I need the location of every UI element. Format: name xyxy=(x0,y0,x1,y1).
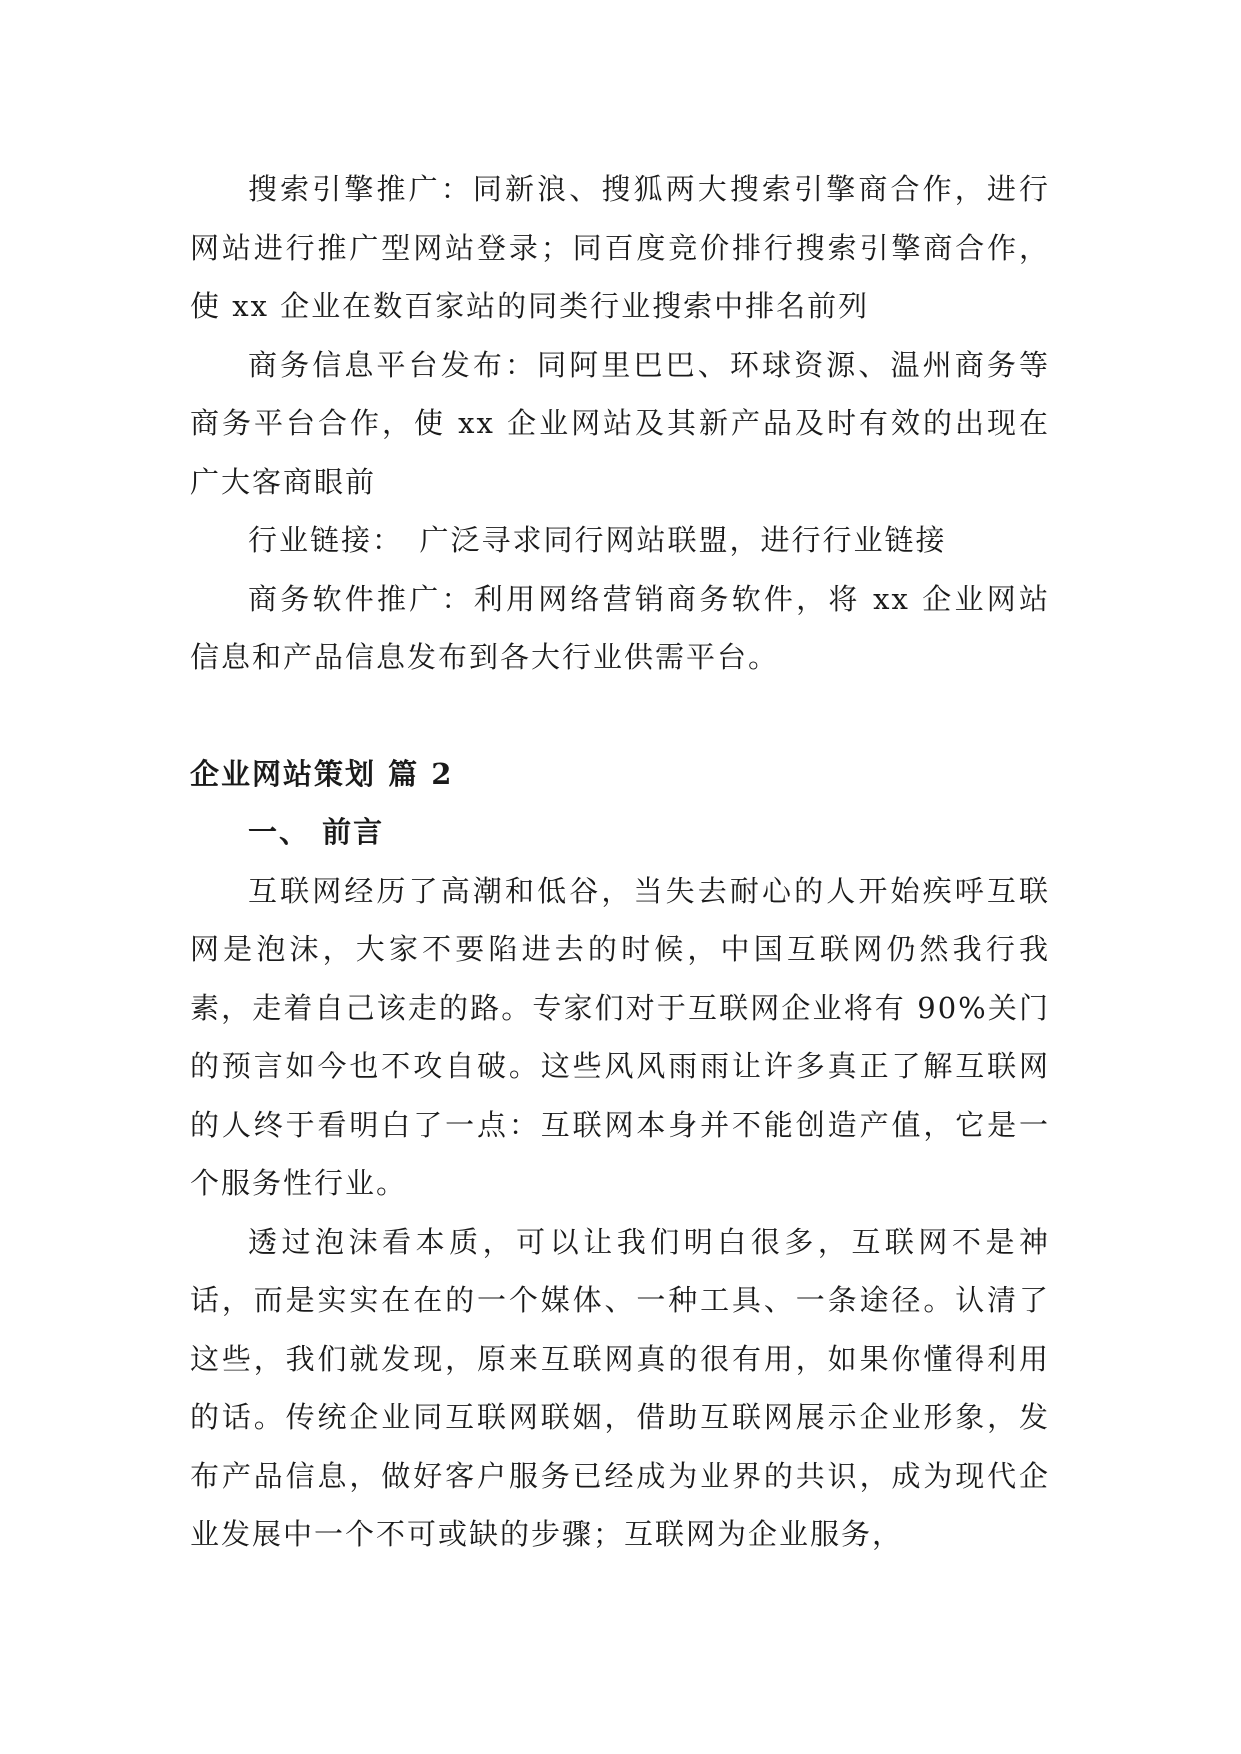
paragraph-business-platform: 商务信息平台发布：同阿里巴巴、环球资源、温州商务等商务平台合作，使 xx 企业网站及其新产品及时有效的出现在广大客商眼前 xyxy=(190,347,1050,499)
section-title: 企业网站策划 篇 2 xyxy=(190,756,454,791)
paragraph-industry-links: 行业链接： 广泛寻求同行网站联盟，进行行业链接 xyxy=(248,523,947,557)
subheading-preface: 一、 前言 xyxy=(248,815,385,849)
section-gap xyxy=(190,687,1050,745)
paragraph-internet-history: 互联网经历了高潮和低谷，当失去耐心的人开始疾呼互联网是泡沫，大家不要陷进去的时候，中国互联网仍然我行我素，走着自己该走的路。专家们对于互联网企业将有 90%关门的预言如今也不攻自破。这些风风雨雨让许多真正了解互联网的人终于看明白了一点：互联网本身并不能创造产值，它是一个服务性行业。 xyxy=(190,873,1050,1200)
paragraph-search-engine-promotion: 搜索引擎推广：同新浪、搜狐两大搜索引擎商合作，进行网站进行推广型网站登录；同百度竞价排行搜索引擎商合作，使 xx 企业在数百家站的同类行业搜索中排名前列 xyxy=(190,172,1050,323)
paragraph-internet-essence: 透过泡沫看本质，可以让我们明白很多，互联网不是神话，而是实实在在的一个媒体、一种工具、一条途径。认清了这些，我们就发现，原来互联网真的很有用，如果你懂得利用的话。传统企业同互联网联姻，借助互联网展示企业形象，发布产品信息，做好客户服务已经成为业界的共识，成为现代企业发展中一个不可或缺的步骤；互联网为企业服务， xyxy=(190,1224,1050,1551)
document-page xyxy=(190,160,1050,1564)
paragraph-business-software: 商务软件推广：利用网络营销商务软件，将 xx 企业网站信息和产品信息发布到各大行业供需平台。 xyxy=(190,581,1050,674)
